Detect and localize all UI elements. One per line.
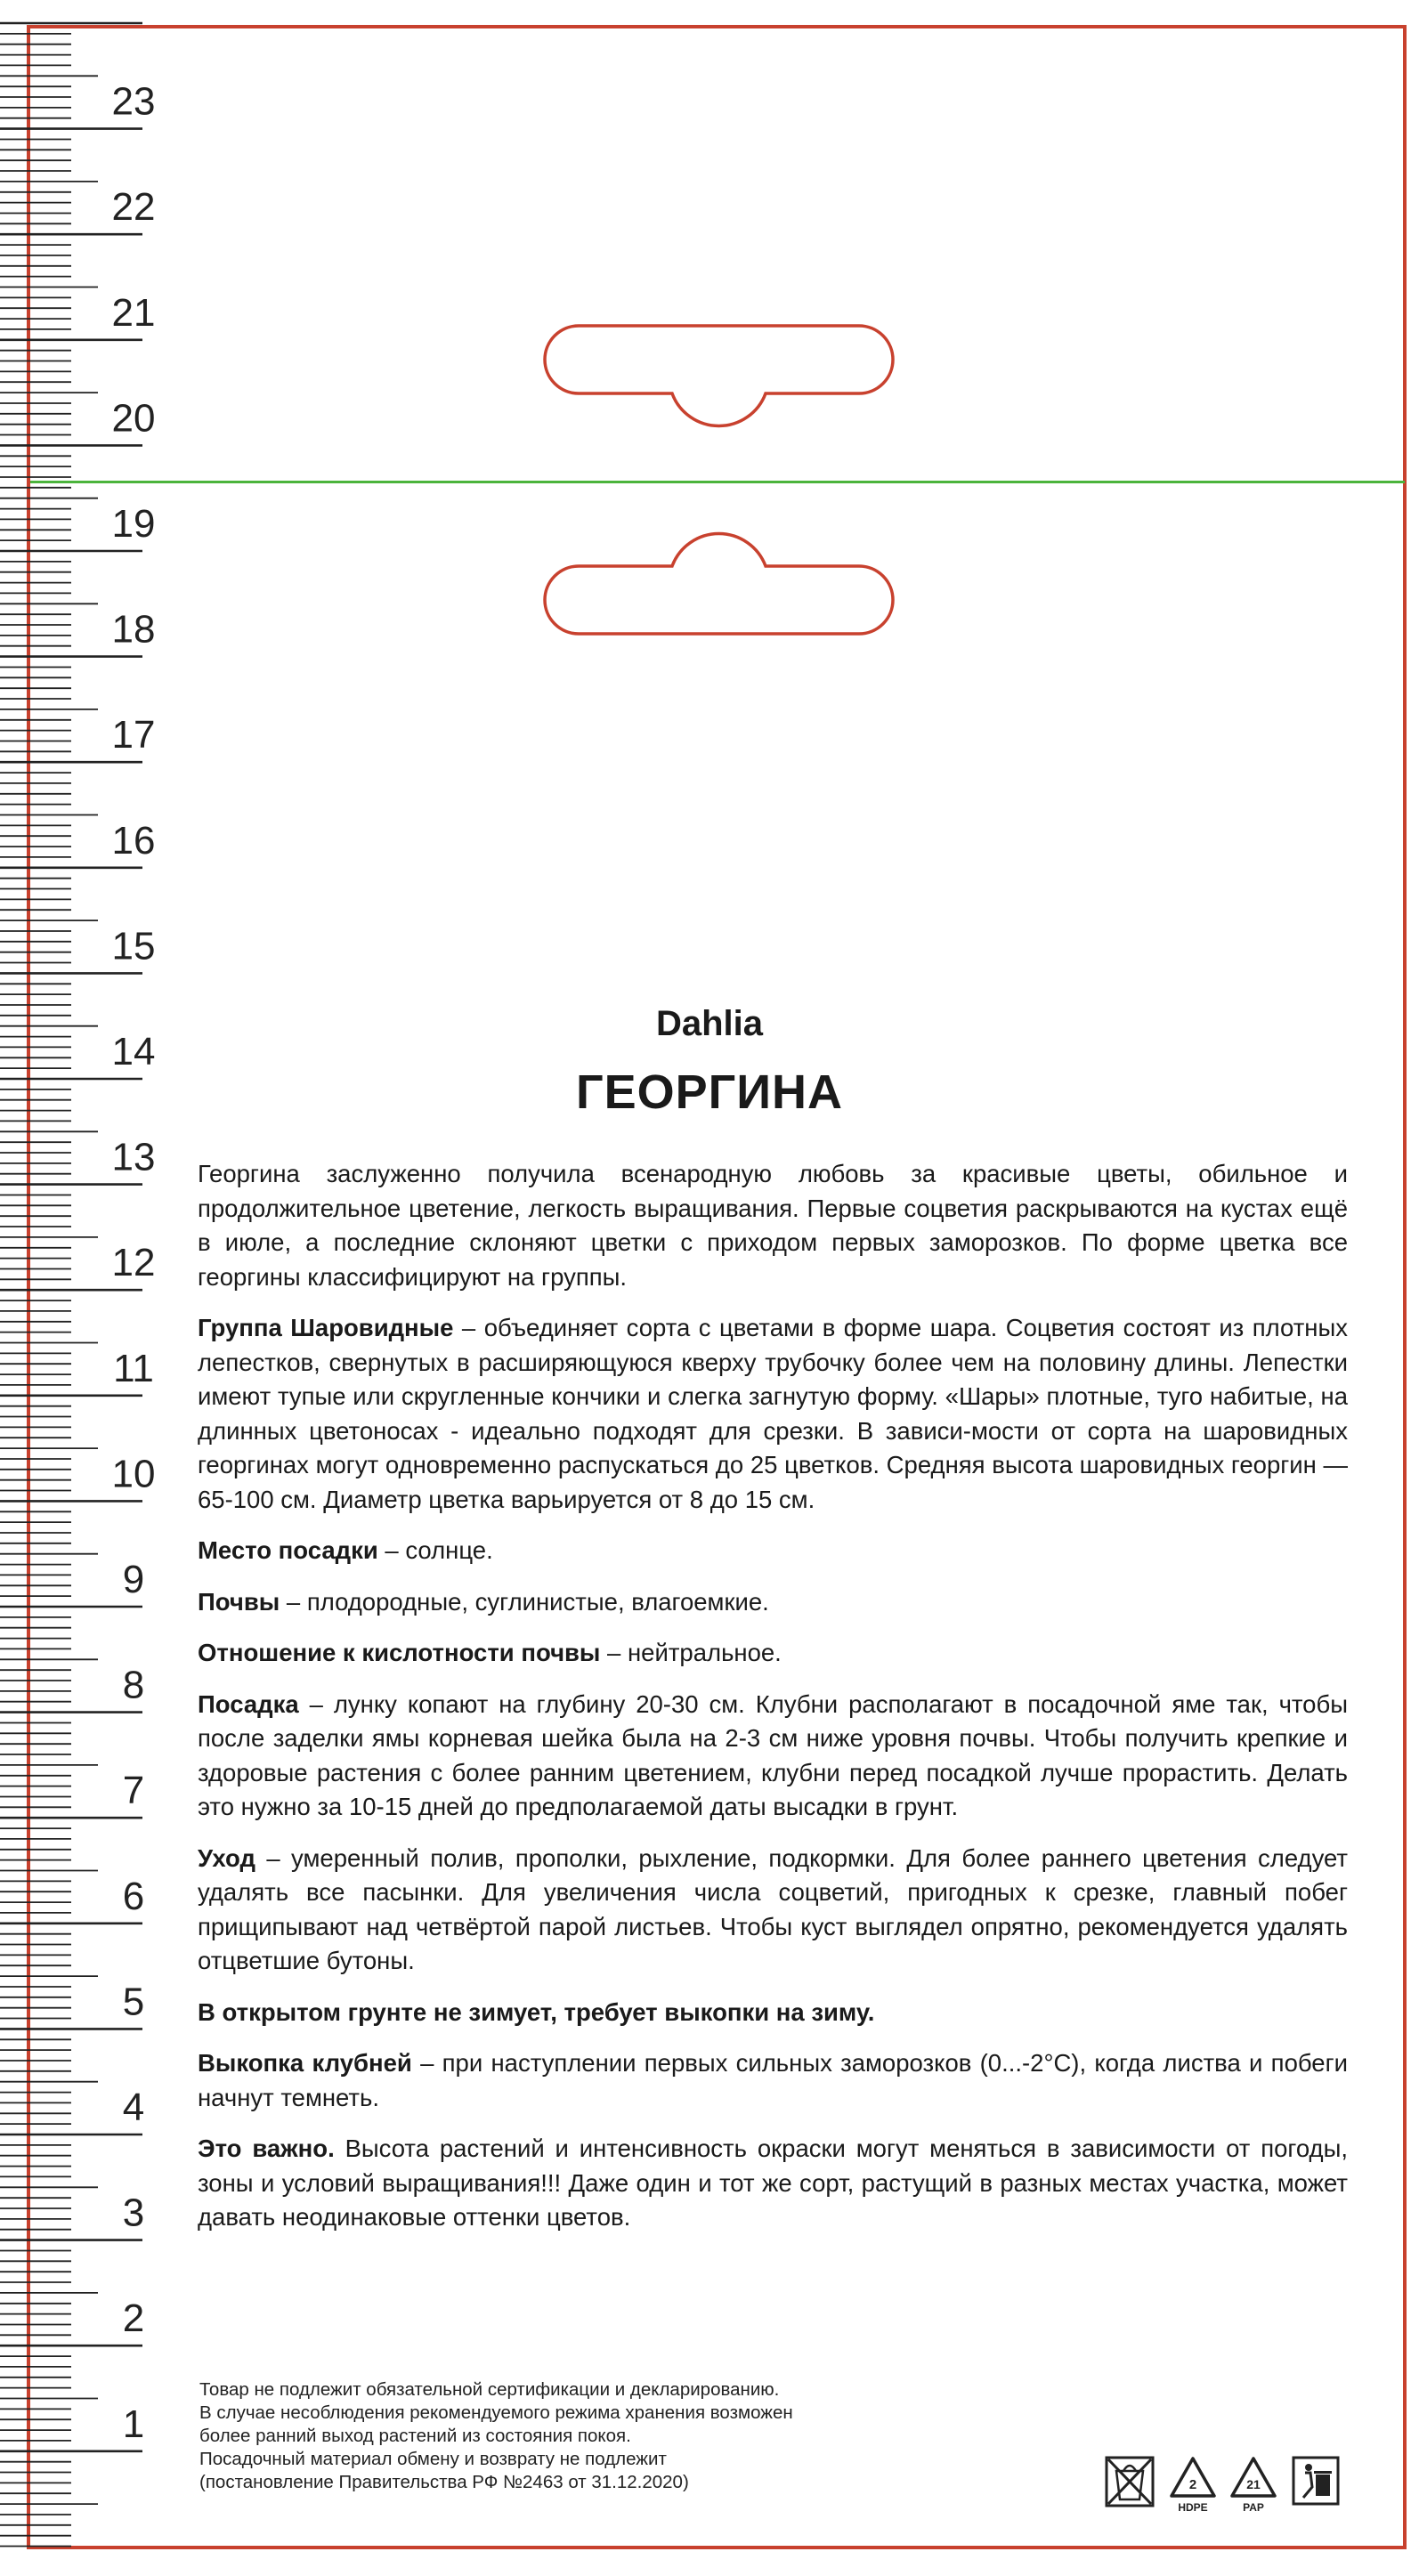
description-text [198,1157,1348,2252]
ruler-label: 23 [111,79,156,124]
paragraph-heading: Выкопка клубней [198,2049,412,2077]
cm-ruler [0,0,169,2576]
ruler-label: 19 [111,502,156,546]
paragraph [198,1311,1348,1517]
paragraph-text: – умеренный полив, прополки, рыхление, подкормки. Для более раннего цветения следует удалять все пасынки. Для увеличения числа соцветий, пригодных к срезке, главный побег прищипывают над четвёртой парой листьев. Чтобы куст выглядел опрятно, рекомендуется удалять отцветшие бутоны. [198,1843,1348,1974]
ruler-label: 22 [111,185,156,230]
paragraph-heading: Уход [198,1843,255,1872]
legal-note-line: (постановление Правительства РФ №2463 от 31.12.2020) [199,2472,689,2492]
dispose-bin-icon [1291,2455,1341,2507]
ruler-label: 6 [122,1874,145,1918]
paragraph-heading: Отношение к кислотности почвы [198,1639,601,1666]
paragraph [198,2132,1348,2235]
hdpe-code: 2 [1188,2477,1197,2492]
pap-code: 21 [1246,2477,1261,2491]
ruler-label: 20 [111,396,156,441]
fold-line [30,481,1405,483]
recycling-icons [1104,2455,1341,2517]
paragraph-text: – нейтральное. [600,1639,782,1666]
ruler-label: 7 [122,1769,145,1813]
ruler-label: 12 [111,1241,156,1285]
paragraph-text: – при наступлении первых сильных заморозков (0...-2°С), когда листва и побеги начнут темнеть. [198,2049,1348,2111]
paragraph-heading: Посадка [198,1689,299,1718]
paragraph [198,2046,1348,2115]
paragraph [198,1688,1348,1825]
hdpe-label: HDPE [1178,2501,1208,2514]
paragraph-text: Георгина заслуженно получила всенародную любовь за красивые цветы, обильное и продолжительное цветение, легкость выращивания. Первые соцветия раскрываются на кустах ещё в июле, а последние склоняют цветки с приходом первых заморозков. По форме цветка все георгины классифицируют на группы. [198,1160,1348,1291]
legal-note-line: более ранний выход растений из состояния покоя. [199,2426,631,2446]
ruler-label: 9 [122,1558,145,1601]
legal-notes [199,2378,929,2494]
paragraph-heading: Группа Шаровидные [198,1314,454,1341]
ruler-label: 5 [122,1980,145,2024]
pap-label: PAP [1243,2501,1264,2514]
page-title: ГЕОРГИНА [575,1065,844,1119]
ruler-label: 15 [111,924,156,968]
paragraph [198,1996,1348,2030]
legal-note-line: Посадочный материал обмену и возврату не подлежит [199,2449,667,2469]
legal-note-line: В случае несоблюдения рекомендуемого режима хранения возможен [199,2402,793,2423]
legal-note-line: Товар не подлежит обязательной сертификации и декларированию. [199,2379,780,2400]
paragraph-text: – объединяет сорта с цветами в форме шара. Соцветия состоят из плотных лепестков, свернутых в расширяющуюся кверху трубочку более чем на половину длины. Лепестки имеют тупые или скругленные кончики и слегка загнутую форму. «Шары» плотные, туго набитые, на длинных цветоносах - идеально подходят для срезки. В зависи-мости от сорта на шаровидных георгинах могут одновременно распускаться до 25 цветков. Средняя высота шаровидных георгин — 65-100 см. Диаметр цветка варьируется от 8 до 15 см. [198,1314,1348,1513]
paragraph-text: – плодородные, суглинистые, влагоемкие. [280,1587,769,1616]
ruler-label: 8 [122,1663,145,1707]
recycle-hdpe-icon [1168,2455,1218,2514]
paragraph [198,1585,1348,1620]
paragraph-text: – лунку копают на глубину 20-30 см. Клубни располагают в посадочной яме так, чтобы после заделки ямы корневая шейка была на 2-3 см ниже уровня почвы. Чтобы получить крепкие и здоровые растения с более ранним цветением, клубни перед посадкой лучше прорастить. Делать это нужно за 10-15 дней до предполагаемой даты высадки в грунт. [198,1689,1348,1820]
paragraph [198,1636,1348,1671]
no-plastic-bag-icon [1104,2455,1155,2508]
ruler-label: 14 [111,1030,156,1073]
paragraph-heading: Место посадки [198,1536,378,1564]
ruler-label: 13 [111,1135,156,1179]
ruler-label: 1 [122,2402,145,2446]
ruler-label: 16 [111,818,156,863]
latin-name: Dahlia [655,1004,764,1043]
paragraph-text: – солнце. [377,1536,493,1564]
paragraph-text: Высота растений и интенсивность окраски могут меняться в зависимости от погоды, зоны и условий выращивания!!! Даже один и тот же сорт, растущий в разных местах участка, может давать неодинаковые оттенки цветов. [198,2135,1348,2231]
paragraph [198,1534,1348,1568]
ruler-label: 4 [122,2086,145,2129]
ruler-label: 21 [111,290,156,335]
paragraph-heading: В открытом грунте не зимует, требует выкопки на зиму. [198,1997,875,2026]
ruler-label: 11 [113,1346,154,1390]
ruler-label: 3 [122,2191,145,2235]
ruler-label: 10 [111,1452,156,1496]
ruler-label: 2 [122,2297,145,2341]
paragraph-heading: Почвы [198,1587,280,1616]
paragraph-heading: Это важно. [198,2135,335,2162]
paragraph [198,1157,1348,1294]
paragraph [198,1842,1348,1979]
ruler-label: 17 [111,713,156,757]
recycle-pap-icon [1228,2455,1278,2514]
ruler-label: 18 [111,607,156,652]
